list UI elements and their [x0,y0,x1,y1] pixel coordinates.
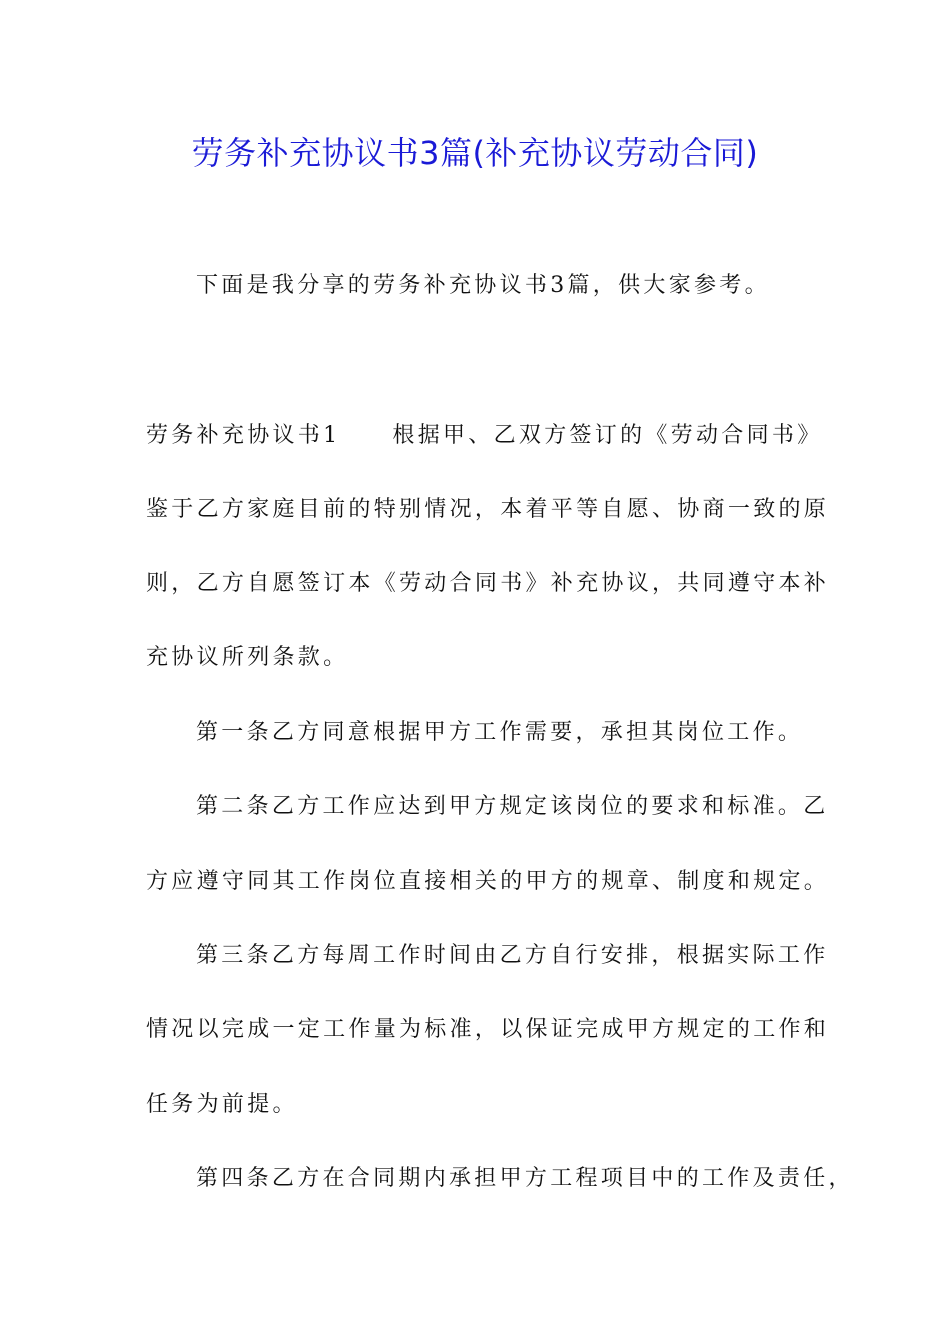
paragraph-line: 方应遵守同其工作岗位直接相关的甲方的规章、制度和规定。 [146,869,830,894]
paragraph-line: 根据甲、乙双方签订的《劳动合同书》 [392,423,823,448]
document-title: 劳务补充协议书3篇(补充协议劳动合同) [191,134,759,172]
paragraph-line: 任务为前提。 [146,1092,298,1117]
section-heading: 劳务补充协议书1 [146,423,341,448]
article-3: 第三条乙方每周工作时间由乙方自行安排，根据实际工作 [196,943,829,968]
paragraph-line: 情况以完成一定工作量为标准，以保证完成甲方规定的工作和 [146,1017,830,1042]
article-1: 第一条乙方同意根据甲方工作需要，承担其岗位工作。 [196,720,804,745]
article-4: 第四条乙方在合同期内承担甲方工程项目中的工作及责任， [196,1166,854,1191]
article-2: 第二条乙方工作应达到甲方规定该岗位的要求和标准。乙 [196,794,829,819]
paragraph-line: 鉴于乙方家庭目前的特别情况，本着平等自愿、协商一致的原 [146,497,830,522]
intro-paragraph: 下面是我分享的劳务补充协议书3篇，供大家参考。 [196,273,770,298]
paragraph-line: 充协议所列条款。 [146,645,349,670]
paragraph-line: 则，乙方自愿签订本《劳动合同书》补充协议，共同遵守本补 [146,571,830,596]
section-heading-line [146,420,823,452]
